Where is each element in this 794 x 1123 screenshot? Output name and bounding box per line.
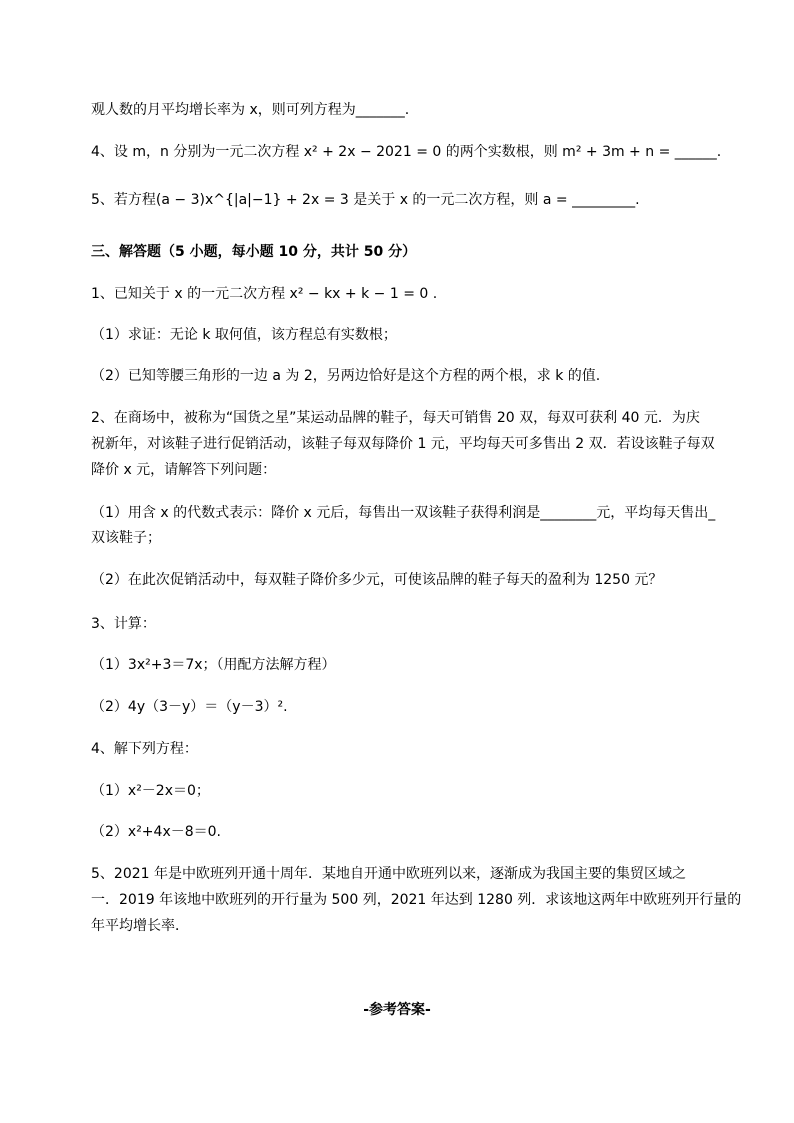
- section-heading: 三、解答题（5 小题，每小题 10 分，共计 50 分）: [91, 244, 417, 260]
- text-line: （1）求证：无论 k 取何值，该方程总有实数根；: [91, 327, 397, 343]
- text-line: （1）3x²+3＝7x；（用配方法解方程）: [91, 657, 336, 673]
- text-line: （2）在此次促销活动中，每双鞋子降价多少元，可使该品牌的鞋子每天的盈利为 1250 元？: [91, 572, 663, 588]
- text-line: 降价 x 元，请解答下列问题：: [91, 462, 277, 478]
- text-line: 5、若方程(a − 3)x^{|a|−1} + 2x = 3 是关于 x 的一元二次方程，则 a = _________.: [91, 192, 640, 208]
- text-line: 一．2019 年该地中欧班列的开行量为 500 列，2021 年达到 1280 列．求该地这两年中欧班列开行量的: [91, 892, 742, 908]
- text-line: （2）已知等腰三角形的一边 a 为 2，另两边恰好是这个方程的两个根，求 k 的值.: [91, 368, 601, 384]
- text-line: 观人数的月平均增长率为 x，则可列方程为_______.: [91, 102, 410, 118]
- text-line: 2、在商场中，被称为“国货之星”某运动品牌的鞋子，每天可销售 20 双，每双可获利 40 元．为庆: [91, 410, 700, 426]
- answer-key-heading: -参考答案-: [363, 1002, 431, 1018]
- text-line: 4、解下列方程：: [91, 741, 198, 757]
- text-line: （1）用含 x 的代数式表示：降价 x 元后，每售出一双该鞋子获得利润是________元，平均每天售出_: [91, 505, 716, 521]
- text-line: 祝新年，对该鞋子进行促销活动，该鞋子每双每降价 1 元，平均每天可多售出 2 双．若设该鞋子每双: [91, 436, 715, 452]
- text-line: 3、计算：: [91, 616, 156, 632]
- text-line: 年平均增长率．: [91, 918, 189, 934]
- text-line: 5、2021 年是中欧班列开通十周年．某地自开通中欧班列以来，逐渐成为我国主要的集贸区域之: [91, 866, 686, 882]
- text-line: （2）x²+4x－8＝0.: [91, 824, 221, 840]
- text-line: （2）4y（3－y）＝（y－3）².: [91, 699, 288, 715]
- text-line: 1、已知关于 x 的一元二次方程 x² − kx + k − 1 = 0 .: [91, 286, 438, 302]
- text-line: （1）x²－2x＝0；: [91, 783, 210, 799]
- text-line: 4、设 m，n 分别为一元二次方程 x² + 2x − 2021 = 0 的两个实数根，则 m² + 3m + n = ______.: [91, 144, 722, 160]
- text-line: 双该鞋子；: [91, 530, 161, 546]
